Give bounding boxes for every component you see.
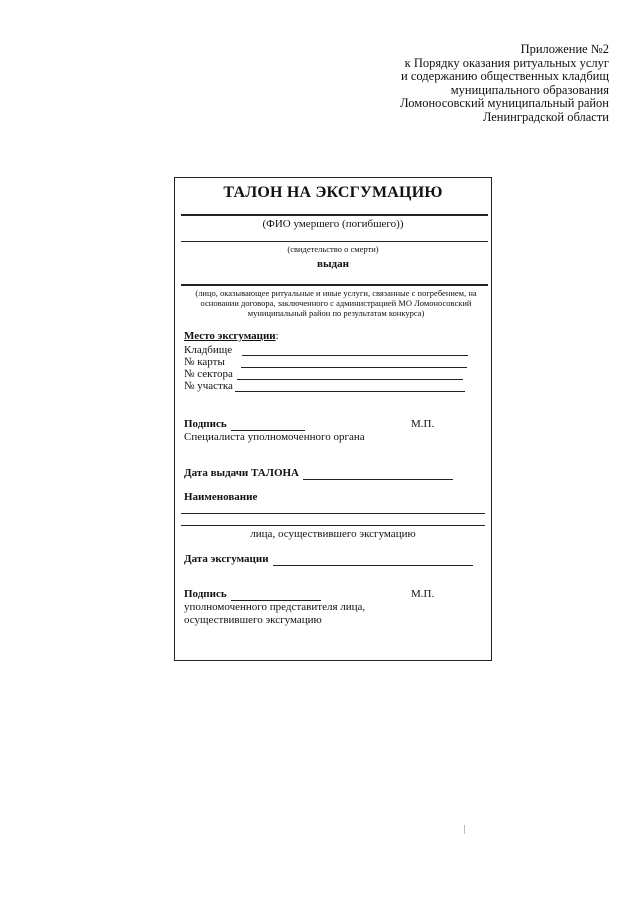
cemetery-field[interactable] bbox=[242, 345, 468, 356]
cemetery-row bbox=[184, 344, 468, 356]
plot-label: № участка bbox=[184, 380, 233, 392]
header-line: к Порядку оказания ритуальных услуг bbox=[404, 55, 609, 70]
exhumer-caption: лица, осуществившего эксгумацию bbox=[250, 528, 416, 540]
provider-line bbox=[181, 284, 488, 286]
name-label: Наименование bbox=[184, 491, 258, 503]
signature1-label: Подпись bbox=[184, 418, 227, 430]
plot-field[interactable] bbox=[235, 381, 465, 392]
sector-field[interactable] bbox=[237, 369, 463, 380]
location-heading-text: Место эксгумации bbox=[184, 330, 276, 342]
signature1-field[interactable] bbox=[231, 420, 305, 431]
card-row bbox=[184, 356, 467, 368]
provider-caption: (лицо, оказывающее ритуальные и иные услуги, связанные с погребением, на основании договора, заключенного с администрацией МО Ломоносовский муниципальный район по результатам конкурса) bbox=[195, 288, 477, 318]
scan-speck bbox=[464, 825, 465, 834]
card-field[interactable] bbox=[241, 357, 467, 368]
signature1-role: Специалиста уполномоченного органа bbox=[184, 431, 365, 443]
signature2-row bbox=[184, 588, 321, 601]
header-line: Приложение №2 bbox=[520, 42, 609, 56]
form-title: ТАЛОН НА ЭКСГУМАЦИЮ bbox=[223, 184, 443, 201]
certificate-line bbox=[181, 241, 488, 242]
issued-label: выдан bbox=[317, 258, 349, 270]
deceased-name-line bbox=[181, 214, 488, 216]
stamp2: М.П. bbox=[411, 588, 435, 600]
certificate-caption: (свидетельство о смерти) bbox=[287, 244, 379, 254]
signature1-row bbox=[184, 418, 305, 431]
signature2-field[interactable] bbox=[231, 590, 321, 601]
location-heading bbox=[184, 330, 279, 343]
header-line: и содержанию общественных кладбищ bbox=[401, 69, 609, 83]
location-heading-colon: : bbox=[275, 330, 279, 342]
issue-date-row bbox=[184, 467, 453, 480]
sector-label: № сектора bbox=[184, 368, 233, 380]
signature2-label: Подпись bbox=[184, 588, 227, 600]
exhumation-date-label: Дата эксгумации bbox=[184, 553, 269, 565]
issue-date-field[interactable] bbox=[303, 469, 453, 480]
cemetery-label: Кладбище bbox=[184, 344, 233, 356]
stamp1: М.П. bbox=[411, 418, 435, 430]
name-line-2[interactable] bbox=[181, 525, 485, 526]
header-line: Ленинградской области bbox=[482, 109, 609, 124]
exhumation-date-row bbox=[184, 553, 473, 566]
card-label: № карты bbox=[184, 356, 225, 368]
sector-row bbox=[184, 368, 463, 380]
exhumation-date-field[interactable] bbox=[273, 555, 473, 566]
header-line: Ломоносовский муниципальный район bbox=[400, 96, 609, 110]
name-line-1[interactable] bbox=[181, 513, 485, 514]
header-line: муниципального образования bbox=[450, 82, 609, 97]
exhumation-coupon-form bbox=[174, 177, 492, 661]
deceased-caption: (ФИО умершего (погибшего)) bbox=[262, 218, 404, 230]
plot-row bbox=[184, 380, 465, 392]
signature2-role-line1: уполномоченного представителя лица, bbox=[184, 601, 366, 613]
appendix-header bbox=[309, 43, 609, 124]
issue-date-label: Дата выдачи ТАЛОНА bbox=[184, 467, 300, 479]
signature2-role-line2: осуществившего эксгумацию bbox=[184, 614, 322, 626]
